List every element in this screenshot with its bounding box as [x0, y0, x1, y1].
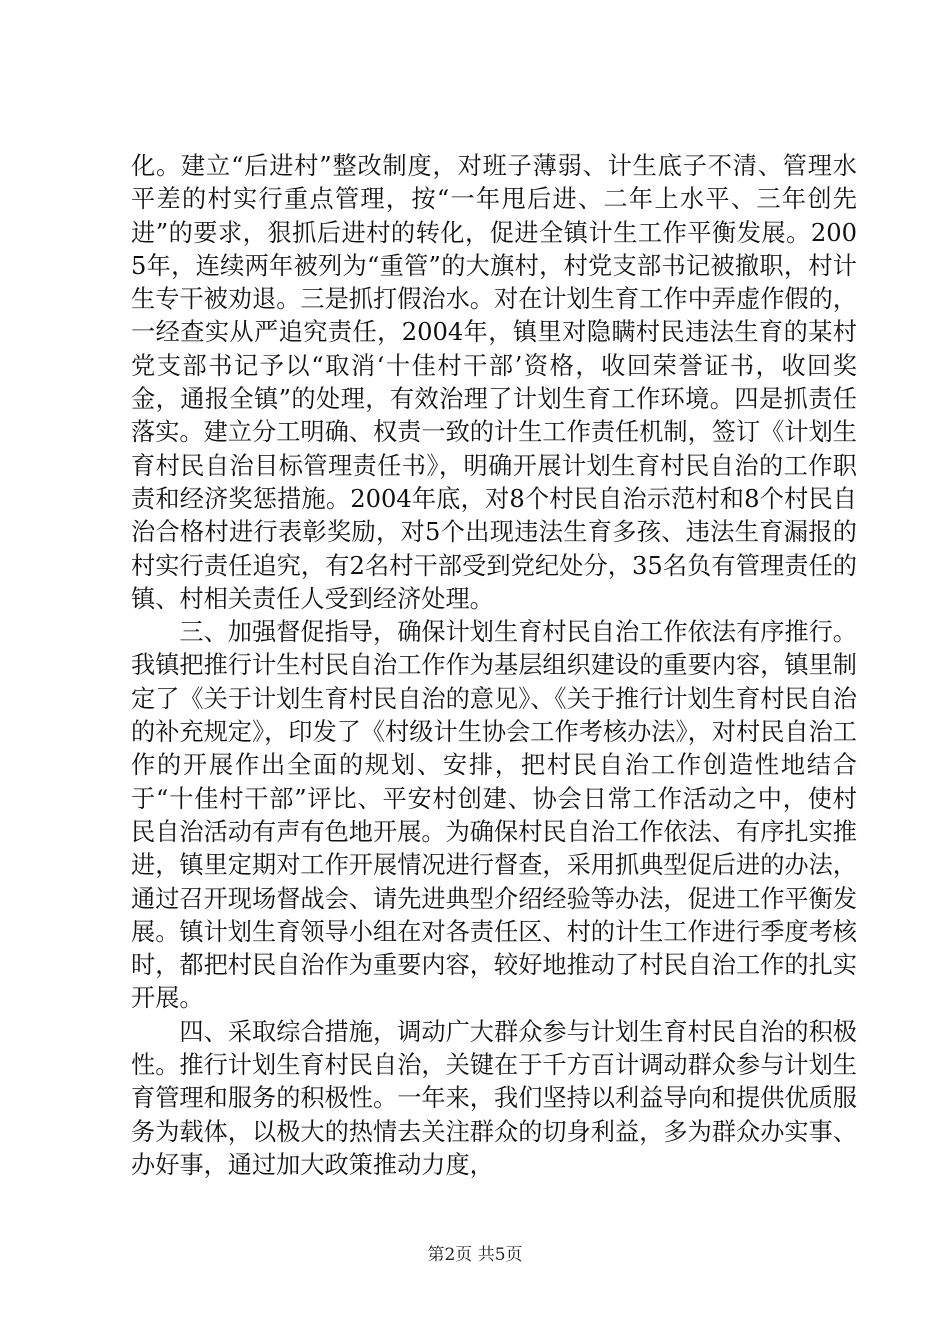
- document-body: [131, 150, 857, 1182]
- paragraph-section-four: 四、采取综合措施，调动广大群众参与计划生育村民自治的积极性。推行计划生育村民自治，关键在于千方百计调动群众参与计划生育管理和服务的积极性。一年来，我们坚持以利益导向和提供优质服务为载体，以极大的热情去关注群众的切身利益，多为群众办实事、办好事，通过加大政策推动力度，: [131, 1017, 857, 1179]
- paragraph-section-three: 三、加强督促指导，确保计划生育村民自治工作依法有序推行。我镇把推行计生村民自治工作作为基层组织建设的重要内容，镇里制定了《关于计划生育村民自治的意见》、《关于推行计划生育村民自治的补充规定》，印发了《村级计生协会工作考核办法》，对村民自治工作的开展作出全面的规划、安排，把村民自治工作创造性地结合于“十佳村干部”评比、平安村创建、协会日常工作活动之中，使村民自治活动有声有色地开展。为确保村民自治工作依法、有序扎实推进，镇里定期对工作开展情况进行督查，采用抓典型促后进的办法，通过召开现场督战会、请先进典型介绍经验等办法，促进工作平衡发展。镇计划生育领导小组在对各责任区、村的计生工作进行季度考核时，都把村民自治作为重要内容，较好地推动了村民自治工作的扎实开展。: [131, 618, 857, 1013]
- page-number-footer: 第2页 共5页: [427, 1245, 523, 1265]
- paragraph-continued: 化。建立“后进村”整改制度，对班子薄弱、计生底子不清、管理水平差的村实行重点管理，按“一年甩后进、二年上水平、三年创先进”的要求，狠抓后进村的转化，促进全镇计生工作平衡发展。2005年，连续两年被列为“重管”的大旗村，村党支部书记被撤职，村计生专干被劝退。三是抓打假治水。对在计划生育工作中弄虚作假的，一经查实从严追究责任，2004年，镇里对隐瞒村民违法生育的某村党支部书记予以“取消‘十佳村干部’资格，收回荣誉证书，收回奖金，通报全镇”的处理，有效治理了计划生育工作环境。四是抓责任落实。建立分工明确、权责一致的计生工作责任机制，签订《计划生育村民自治目标管理责任书》，明确开展计划生育村民自治的工作职责和经济奖惩措施。2004年底，对8个村民自治示范村和8个村民自治合格村进行表彰奖励，对5个出现违法生育多孩、违法生育漏报的村实行责任追究，有2名村干部受到党纪处分，35名负有管理责任的镇、村相关责任人受到经济处理。: [131, 152, 857, 613]
